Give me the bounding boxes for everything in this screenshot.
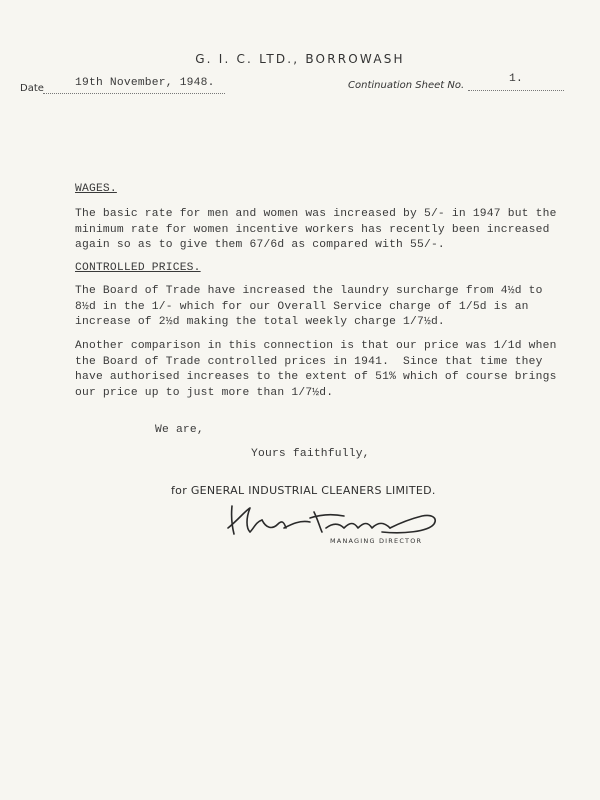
section-heading-controlled-prices: CONTROLLED PRICES. [75, 262, 201, 274]
continuation-line [468, 90, 564, 91]
section-heading-wages: WAGES. [75, 183, 117, 195]
company-name: for GENERAL INDUSTRIAL CLEANERS LIMITED. [171, 484, 436, 497]
date-value: 19th November, 1948. [75, 77, 215, 89]
continuation-value: 1. [509, 73, 523, 85]
we-are: We are, [155, 424, 204, 436]
sign-off: Yours faithfully, [251, 448, 370, 460]
date-line [43, 93, 225, 94]
continuation-label: Continuation Sheet No. [348, 80, 465, 91]
prices-paragraph-1: The Board of Trade have increased the laundry surcharge from 4½d to 8½d in the 1/- which for our Overall Service charge of 1/5d is an increase of 2½d making the total weekly charge 1/7½d. [75, 285, 543, 328]
prices-paragraph-2: Another comparison in this connection is that our price was 1/1d when the Board of Trade controlled prices in 1941. Since that time they have authorised increases to the extent of 51% which of course brings our price up to just more than 1/7½d. [75, 340, 557, 399]
signatory-role: MANAGING DIRECTOR [330, 537, 423, 545]
date-label: Date [20, 83, 44, 94]
letterhead: G. I. C. LTD., BORROWASH [195, 52, 405, 66]
wages-paragraph: The basic rate for men and women was increased by 5/- in 1947 but the minimum rate for women incentive workers has recently been increased again so as to give them 67/6d as compared with 55/-. [75, 208, 557, 251]
